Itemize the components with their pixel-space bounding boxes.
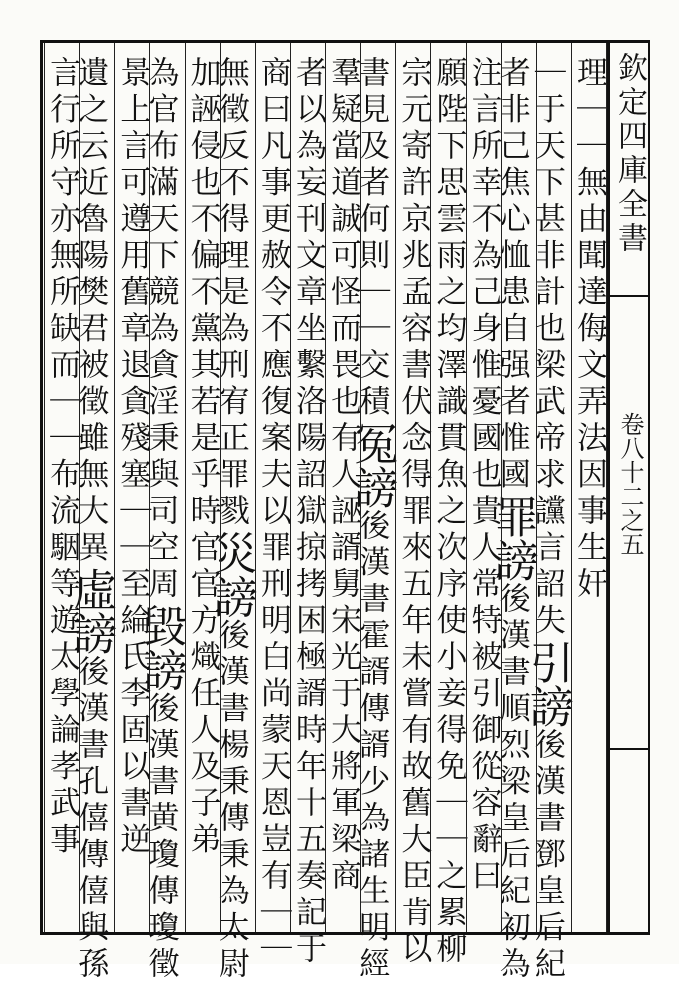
column-text: 後漢書順烈梁皇后紀初為: [493, 582, 530, 984]
column-rule: [149, 43, 150, 932]
column-text: 願陛下思雲雨之均澤識貫魚之次序使小妾得免｜｜之累柳: [430, 56, 467, 969]
column-text: 後漢書鄧皇后紀: [528, 728, 565, 984]
column-rule: [360, 43, 361, 932]
text-column: [205, 56, 257, 984]
text-column: [290, 56, 326, 969]
heading-term: 引謗: [521, 640, 573, 728]
column-rule: [79, 43, 80, 932]
column-rule: [255, 43, 256, 932]
column-text: 無徵反不得理是為刑宥正罪戮: [212, 56, 249, 531]
column-text: 宗元寄許京兆孟容書伏念得罪來五年未嘗有故舊大臣肯以: [395, 56, 432, 969]
margin-divider-bottom: [608, 748, 650, 750]
column-rule: [325, 43, 326, 932]
column-text: 為官布滿天下競為貪淫秉與司空周: [142, 56, 179, 604]
margin-divider-top: [608, 295, 650, 297]
column-text: 後漢書孔僖傳僖與孫: [72, 655, 109, 984]
column-text: 至綸氏李固以書逆: [114, 567, 151, 859]
text-column: [65, 56, 117, 984]
column-text: 遺之云近魯陽樊君被徵雖無大異: [72, 56, 109, 567]
column-rule: [290, 43, 291, 932]
column-text: 駰等遊太學論孝武事: [44, 530, 81, 859]
text-column: [430, 56, 467, 969]
text-column: [44, 56, 81, 926]
margin-title: 欽定四庫全書: [612, 52, 647, 256]
column-rule: [571, 43, 572, 932]
text-column: [465, 56, 502, 926]
column-rule: [114, 43, 115, 932]
column-rule: [501, 43, 502, 932]
column-text: 有人誣諝舅宋光于大將軍梁商: [325, 421, 362, 896]
column-text: 注言所幸不為己身惟憂國也: [465, 56, 502, 494]
column-text: 理｜｜無由聞達侮文弄法因事生奸: [571, 56, 607, 604]
heading-term: 災謗: [205, 530, 257, 619]
heading-term: 冤謗: [346, 421, 398, 509]
column-rule: [44, 43, 45, 932]
column-text: 書見及者何則｜｜交積: [353, 56, 390, 421]
column-text: 後漢書楊秉傳秉為太尉: [212, 618, 249, 984]
text-column: [346, 56, 398, 984]
text-column: [114, 56, 151, 926]
column-rule: [536, 43, 537, 932]
heading-term: 毀謗: [135, 603, 187, 692]
text-column: [325, 56, 362, 926]
column-text: 景上言可遵用舊章退貪殘塞｜｜: [114, 56, 151, 567]
column-rule: [395, 43, 396, 932]
column-text: 加誣侵也不偏不黨其若是乎: [184, 56, 221, 494]
column-text: 時官官方熾任人及子弟: [184, 494, 221, 859]
column-rule: [185, 43, 186, 932]
column-text: 後漢書霍諝傳諝少為諸生明經: [353, 509, 390, 984]
text-column: [486, 56, 538, 984]
column-text: 言行所守亦無所缺而｜｜布流: [44, 56, 81, 531]
column-text: 貴人常特被引御從容辭曰: [465, 494, 502, 896]
column-rule: [430, 43, 431, 932]
text-column: [254, 56, 291, 969]
heading-term: 虛謗: [65, 567, 117, 655]
column-text: 者以為妄刊文章坐繫洛陽詔獄掠拷困極諝時年十五奏記于: [290, 56, 326, 969]
column-text: 商曰凡事更赦令不應復案夫以罪刑明白尚蒙天恩豈有｜｜: [254, 56, 291, 969]
column-text: 後漢書黄瓊傳瓊徵: [142, 691, 179, 984]
column-text: ｜于天下甚非計也梁武帝求讜言詔失: [528, 56, 565, 640]
text-column: [571, 56, 607, 926]
column-rule: [220, 43, 221, 932]
column-rule: [606, 43, 607, 932]
column-text: 者非己焦心恤患自强者惟國: [493, 56, 530, 494]
column-rule: [466, 43, 467, 932]
column-text: 羣疑當道誠可怪而畏也: [325, 56, 362, 421]
text-column: [184, 56, 221, 926]
margin-volume-label: 卷八十二之五: [616, 412, 644, 556]
heading-term: 罪謗: [486, 494, 538, 582]
text-column: [395, 56, 432, 969]
text-column: [135, 56, 187, 984]
text-column: [521, 56, 573, 984]
